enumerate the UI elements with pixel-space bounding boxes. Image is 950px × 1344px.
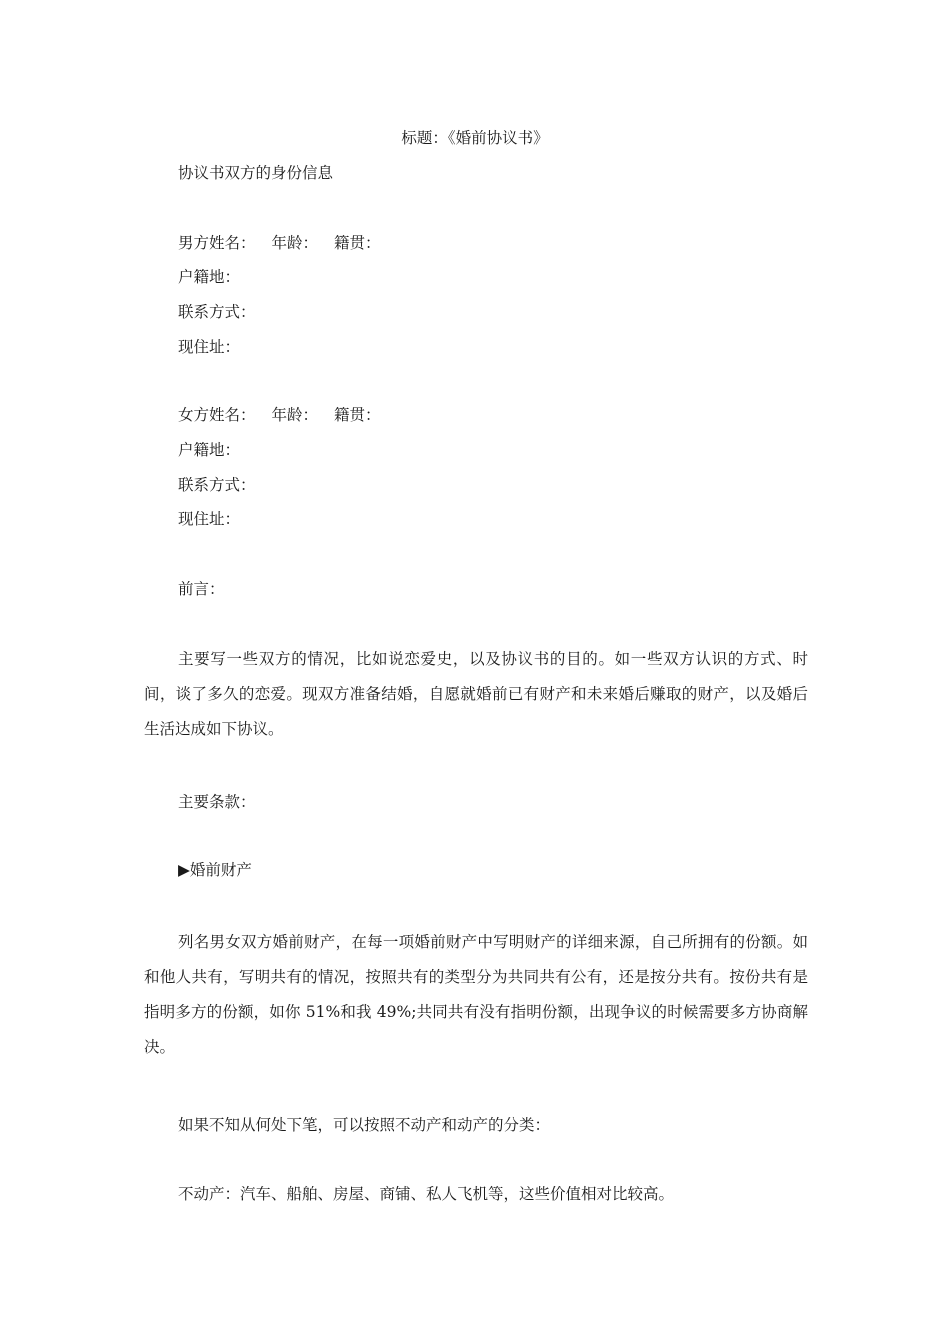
male-address-label: 现住址： (178, 338, 241, 356)
preface-label: 前言： (178, 580, 225, 598)
property-paragraph: 列名男女双方婚前财产，在每一项婚前财产中写明财产的详细来源，自己所拥有的份额。如和他人共有，写明共有的情况，按照共有的类型分为共同共有公有，还是按分共有。按份共有是指明多方的份额，如你 51%和我 49%;共同共有没有指明份额，出现争议的时候需要多方协商解决。 (144, 933, 808, 1056)
male-basic-info-row (178, 233, 381, 253)
male-name-label: 男方姓名： (178, 234, 256, 252)
male-age-label: 年龄： (271, 234, 319, 252)
identity-heading: 协议书双方的身份信息 (178, 164, 334, 182)
male-origin-label: 籍贯： (334, 234, 381, 252)
male-contact-label: 联系方式： (178, 303, 256, 321)
classification-line: 如果不知从何处下笔，可以按照不动产和动产的分类： (178, 1116, 551, 1134)
female-household-label: 户籍地： (178, 441, 241, 459)
preface-paragraph: 主要写一些双方的情况，比如说恋爱史，以及协议书的目的。如一些双方认识的方式、时间，谈了多久的恋爱。现双方准备结婚，自愿就婚前已有财产和未来婚后赚取的财产，以及婚后生活达成如下协议。 (144, 650, 808, 738)
male-household-label: 户籍地： (178, 268, 241, 286)
real-estate-line: 不动产：汽车、船舶、房屋、商铺、私人飞机等，这些价值相对比较高。 (178, 1185, 675, 1203)
main-terms-label: 主要条款： (178, 793, 256, 811)
female-name-label: 女方姓名： (178, 406, 256, 424)
female-address-label: 现住址： (178, 510, 241, 528)
female-origin-label: 籍贯： (334, 406, 381, 424)
premarital-property-heading: ▶婚前财产 (178, 861, 252, 879)
female-contact-label: 联系方式： (178, 476, 256, 494)
female-basic-info-row (178, 405, 381, 425)
document-title: 标题：《婚前协议书》 (401, 129, 549, 147)
female-age-label: 年龄： (271, 406, 319, 424)
